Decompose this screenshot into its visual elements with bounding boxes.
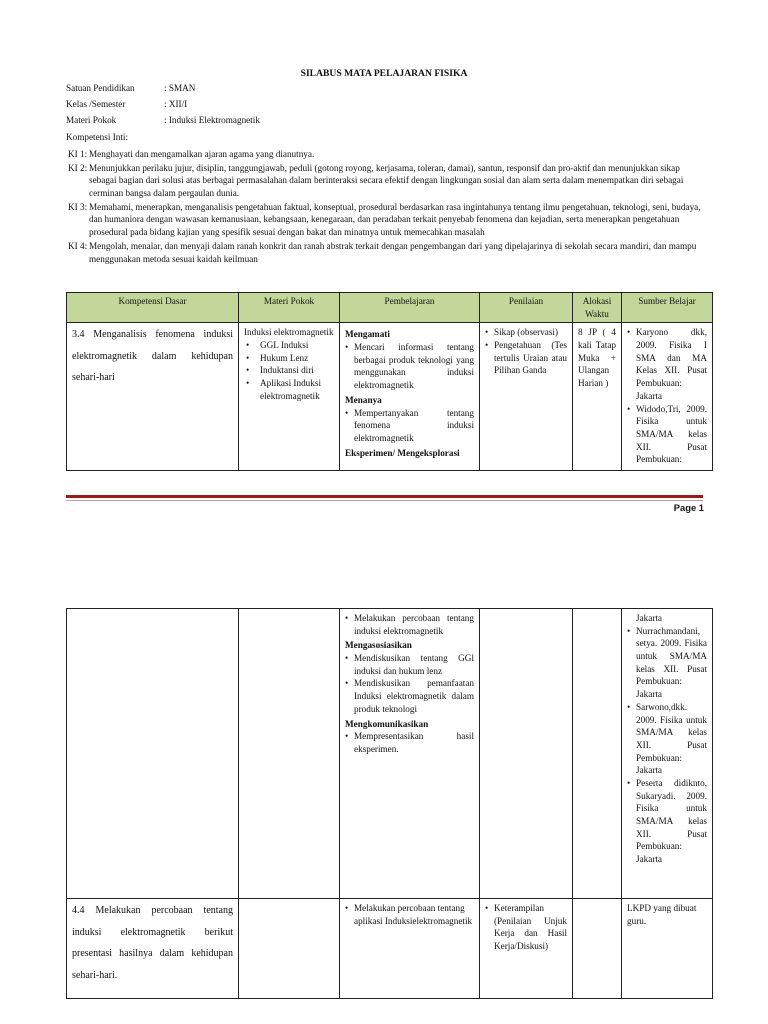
kompetensi-inti-list	[66, 148, 706, 266]
activity-list	[345, 407, 474, 445]
activity-list	[345, 652, 474, 715]
pembelajaran-cell	[340, 323, 480, 471]
table-row	[67, 323, 713, 471]
list-item: • Pengetahuan (Tes tertulis Uraian atau Pilihan Ganda	[485, 339, 567, 377]
list-item: • Aplikasi Induksi elektromagnetik	[246, 377, 334, 402]
header-penilaian: Penilaian	[480, 293, 573, 323]
list-item: • Melakukan percobaan tentang aplikasi Induksielektromagnetik	[345, 902, 474, 927]
materi-pokok-cell	[239, 609, 340, 899]
section-heading: Menanya	[345, 394, 382, 405]
pembelajaran-cell	[340, 609, 480, 899]
penilaian-cell	[480, 899, 573, 999]
materi-pokok-cell	[239, 899, 340, 999]
meta-label: Kelas /Semester	[66, 99, 126, 110]
section-heading: Mengkomunikasikan	[345, 718, 429, 729]
meta-row	[66, 98, 706, 114]
footer-divider	[66, 495, 703, 498]
meta-row	[66, 114, 706, 130]
list-item: • Widodo,Tri, 2009. Fisika untuk SMA/MA kelas XII. Pusat Pembukuan:	[627, 403, 707, 466]
ki-number: KI 4:	[68, 240, 88, 251]
list-item: • Karyono dkk, 2009. Fisika I SMA dan MA Kelas XII. Pusat Pembukuan: Jakarta	[627, 326, 707, 402]
list-item: • Mendiskusikan tentang GGl induksi dan hukum lenz	[345, 652, 474, 677]
header-sumber-belajar: Sumber Belajar	[622, 293, 713, 323]
table-row	[67, 609, 713, 899]
list-item: • Mempertanyakan tentang fenomena induksi elektromagnetik	[345, 407, 474, 445]
materi-intro: Induksi elektromagnetik	[244, 327, 334, 338]
ki-item	[66, 201, 706, 239]
ki-text: Mengolah, menalar, dan menyaji dalam ranah konkrit dan ranah abstrak terkait dengan pengembangan dari yang dipelajarinya di sekolah secara mandiri, dan mampu menggunakan metoda sesuai kaidah keilmuan	[89, 240, 697, 264]
list-item: • Mendiskusikan pemanfaatan Induksi elektromagnetik dalam produk teknologi	[345, 677, 474, 715]
list-item: • Hukum Lenz	[246, 352, 334, 365]
list-item: • Peserta didiknto, Sukaryadi. 2009. Fisika untuk SMA/MA kelas XII. Pusat Pembukuan: Jakarta	[627, 777, 707, 866]
footer-divider-thin	[66, 500, 703, 501]
table-header-row	[67, 293, 713, 323]
table-row	[67, 899, 713, 999]
list-item: • Mempresentasikan hasil eksperimen.	[345, 730, 474, 755]
list-item: • Keterampilan (Penilaian Unjuk Kerja dan Hasil Kerja/Diskusi)	[485, 902, 567, 953]
sumber-list	[627, 326, 707, 466]
meta-label: Materi Pokok	[66, 115, 117, 126]
meta-row	[66, 82, 706, 98]
ki-number: KI 2:	[68, 162, 88, 173]
header-kompetensi-dasar: Kompetensi Dasar	[67, 293, 239, 323]
silabus-table-page2	[66, 608, 713, 999]
meta-value: : SMAN	[164, 83, 196, 93]
document-title: SILABUS MATA PELAJARAN FISIKA	[300, 68, 468, 79]
ki-item	[66, 148, 706, 161]
penilaian-cell	[480, 323, 573, 471]
header-materi-pokok: Materi Pokok	[239, 293, 340, 323]
activity-list	[345, 730, 474, 755]
list-item: • GGL Induksi	[246, 339, 334, 352]
ki-text: Menunjukkan perilaku jujur, disiplin, tanggungjawab, peduli (gotong royong, kerjasama, toleran, damai), santun, responsif dan pro-aktif dan menunjukkan sikap sebagai bagian dari solusi atas berbagai permasalahan dalam berinteraksi secara efektif dengan lingkungan sosial dan alam serta dalam menempatkan diri sebagai cerminan bangsa dalam pergaulan dunia.	[89, 162, 684, 199]
section-heading: Eksperimen/ Mengeksplorasi	[345, 447, 460, 458]
ki-text: Memahami, menerapkan, menganalisis pengetahuan faktual, konseptual, prosedural berdasarkan rasa ingintahunya tentang ilmu pengetahuan, teknologi, seni, budaya, dan humaniora dengan wawasan kemanusiaan, kebangsaan, kenegaraan, dan peradaban terkait penyebab fenomena dan kejadian, serta menerapkan pengetahuan prosedural pada bidang kajian yang spesifik sesuai dengan bakat dan minatnya untuk memecahkan masalah	[89, 201, 701, 238]
sumber-belajar-cell	[622, 323, 713, 471]
sumber-continued: Jakarta	[636, 613, 663, 623]
penilaian-cell	[480, 609, 573, 899]
alokasi-waktu-cell: 8 JP ( 4 kali Tatap Muka + Ulangan Harian )	[573, 323, 622, 471]
ki-item	[66, 162, 706, 200]
page-number: Page 1	[673, 502, 704, 513]
sumber-belajar-cell	[622, 609, 713, 899]
alokasi-waktu-cell	[573, 899, 622, 999]
penilaian-list	[485, 902, 567, 953]
sumber-list	[627, 625, 707, 866]
activity-list	[345, 902, 474, 927]
alokasi-waktu-cell	[573, 609, 622, 899]
ki-number: KI 1:	[68, 149, 88, 159]
kompetensi-dasar-cell	[67, 609, 239, 899]
meta-block	[66, 82, 706, 147]
meta-value: : XII/I	[164, 99, 188, 110]
pembelajaran-cell	[340, 899, 480, 999]
list-item: • Mencari informasi tentang berbagai produk teknologi yang menggunakan induksi elektromagnetik	[345, 341, 474, 392]
ki-text: Menghayati dan mengamalkan ajaran agama yang dianutnya.	[89, 149, 315, 159]
meta-value: : Induksi Elektromagnetik	[164, 115, 260, 126]
kompetensi-dasar-cell: 3.4 Menganalisis fenomena induksi elektromagnetik dalam kehidupan sehari-hari	[67, 323, 239, 471]
header-alokasi-waktu: Alokasi Waktu	[573, 293, 622, 323]
sumber-belajar-cell: LKPD yang dibuat guru.	[622, 899, 713, 999]
meta-label: Satuan Pendidikan	[66, 83, 135, 93]
penilaian-list	[485, 326, 567, 377]
activity-list	[345, 612, 474, 637]
ki-item	[66, 240, 706, 265]
materi-list	[244, 339, 334, 402]
header-pembelajaran: Pembelajaran	[340, 293, 480, 323]
section-heading: Mengamati	[345, 329, 390, 340]
materi-pokok-cell	[239, 323, 340, 471]
list-item: • Melakukan percobaan tentang induksi elektromagnetik	[345, 612, 474, 637]
activity-list	[345, 341, 474, 392]
silabus-table-page1	[66, 292, 713, 471]
kompetensi-dasar-cell: 4.4 Melakukan percobaan tentang induksi elektromagnetik berikut presentasi hasilnya dalam kehidupan sehari-hari.	[67, 899, 239, 999]
ki-number: KI 3:	[68, 201, 88, 212]
kompetensi-inti-label: Kompetensi Inti:	[66, 131, 129, 142]
list-item: • Nurrachmandani, setya. 2009. Fisika untuk SMA/MA kelas XII. Pusat Pembukuan: Jakarta	[627, 625, 707, 701]
section-heading: Mengasosiasikan	[345, 640, 412, 651]
list-item: • Sarwono,dkk. 2009. Fisika untuk SMA/MA kelas XII. Pusat Pembukuan: Jakarta	[627, 701, 707, 777]
list-item: • Induktansi diri	[246, 364, 334, 377]
list-item: • Sikap (observasi)	[485, 326, 567, 339]
